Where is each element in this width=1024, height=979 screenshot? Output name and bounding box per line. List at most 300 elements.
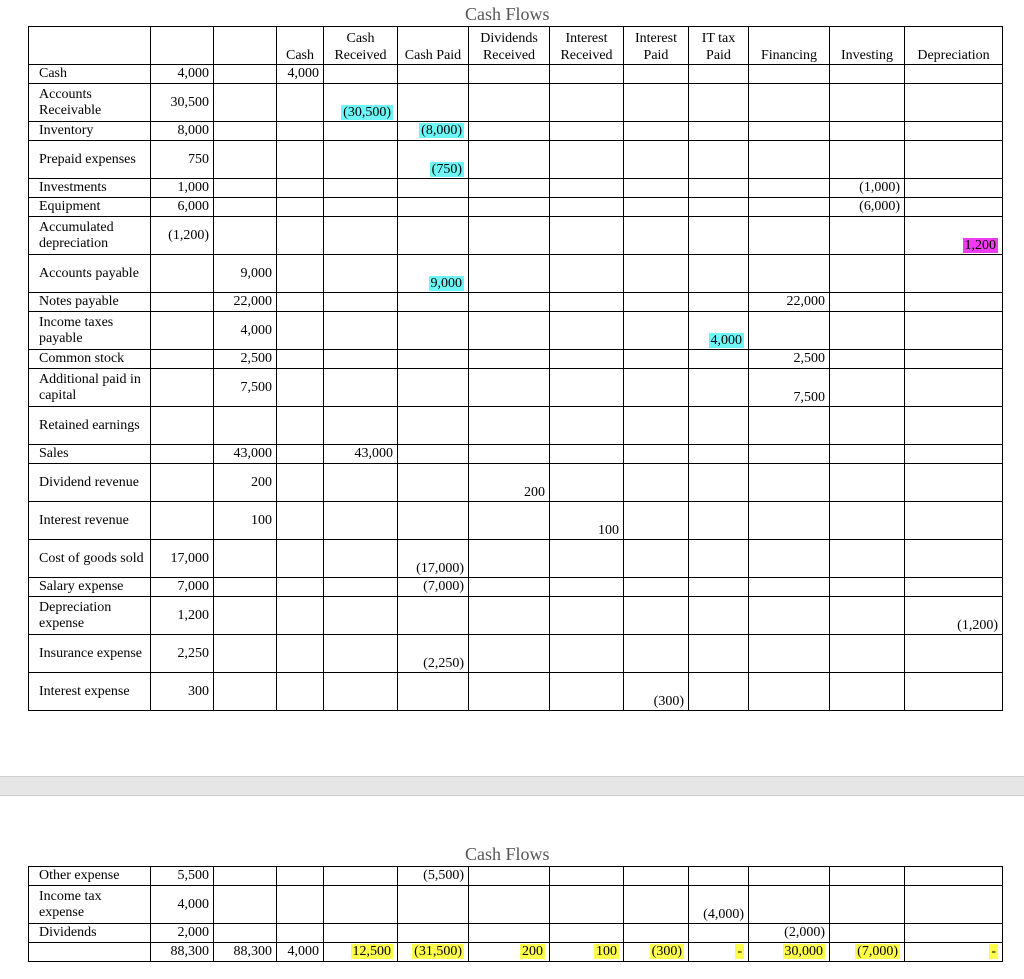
financing-cell [749, 198, 830, 217]
investing-cell [830, 217, 905, 255]
account-label: Other expense [39, 868, 120, 883]
depreciation-cell [905, 886, 1003, 924]
cash-paid-cell [398, 540, 469, 578]
header-investing: Investing [830, 27, 905, 65]
investing-cell [830, 407, 905, 445]
interest-received-cell [550, 635, 624, 673]
debit-cell [151, 540, 214, 578]
interest-paid-cell [624, 198, 689, 217]
interest-paid-cell [624, 312, 689, 350]
dividends-received-cell [469, 540, 550, 578]
interest-paid-cell [624, 217, 689, 255]
account-label: Equipment [39, 199, 101, 214]
account-name [29, 65, 151, 84]
debit-cell [151, 464, 214, 502]
cell-value: 2,500 [240, 351, 272, 366]
debit-cell [151, 502, 214, 540]
cash-received-cell [324, 293, 398, 312]
credit-cell [214, 867, 277, 886]
dividends-received-cell [469, 217, 550, 255]
interest-paid-cell [624, 886, 689, 924]
credit-cell [214, 924, 277, 943]
cell-value: 7,500 [793, 390, 825, 405]
account-name [29, 635, 151, 673]
cell-value: 7,000 [177, 579, 209, 594]
interest-paid-cell [624, 673, 689, 711]
table-row [29, 198, 1003, 217]
account-name [29, 673, 151, 711]
investing-cell [830, 350, 905, 369]
interest-received-cell [550, 445, 624, 464]
cell-value: 4,000 [287, 944, 319, 959]
credit-cell [214, 673, 277, 711]
financing-cell [749, 293, 830, 312]
cell-value: 100 [598, 523, 619, 538]
debit-cell [151, 407, 214, 445]
cash-flows-title-2: Cash Flows [465, 844, 550, 864]
table-row [29, 924, 1003, 943]
interest-paid-cell [624, 867, 689, 886]
investing-cell [830, 540, 905, 578]
interest-received-cell [550, 464, 624, 502]
financing-cell [749, 350, 830, 369]
dividends-received-cell [469, 867, 550, 886]
cell-value: 88,300 [233, 944, 272, 959]
table-row [29, 179, 1003, 198]
credit-cell [214, 407, 277, 445]
depreciation-cell [905, 312, 1003, 350]
depreciation-cell [905, 445, 1003, 464]
cell-value: 5,500 [177, 868, 209, 883]
cell-value: 22,000 [233, 294, 272, 309]
cell-value: 750 [188, 151, 209, 167]
dividends-received-cell [469, 445, 550, 464]
cash-paid-cell [398, 578, 469, 597]
debit-cell [151, 350, 214, 369]
cash-cell [277, 198, 324, 217]
account-label: Prepaid expenses [39, 151, 136, 167]
depreciation-cell [905, 635, 1003, 673]
cell-value: 200 [522, 944, 543, 959]
investing-cell [830, 198, 905, 217]
account-name [29, 445, 151, 464]
interest-paid-cell [624, 141, 689, 179]
cell-value: (31,500) [414, 944, 462, 959]
debit-cell [151, 312, 214, 350]
depreciation-cell [905, 179, 1003, 198]
cash-cell [277, 293, 324, 312]
financing-cell [749, 141, 830, 179]
cash-cell [277, 597, 324, 635]
interest-received-cell [550, 502, 624, 540]
cash-paid-cell [398, 141, 469, 179]
investing-cell [830, 84, 905, 122]
debit-cell [151, 369, 214, 407]
investing-cell [830, 255, 905, 293]
cell-value: 100 [251, 512, 272, 528]
dividends-received-cell [469, 179, 550, 198]
table-row [29, 943, 1003, 962]
worksheet-table-continued [28, 866, 1003, 962]
debit-cell [151, 293, 214, 312]
interest-paid-cell [624, 179, 689, 198]
interest-paid-cell [624, 65, 689, 84]
interest-received-cell [550, 867, 624, 886]
cell-value: 1,200 [964, 238, 996, 253]
investing-cell [830, 924, 905, 943]
it-tax-paid-cell [689, 943, 749, 962]
cell-value: (300) [651, 944, 682, 959]
investing-cell [830, 635, 905, 673]
account-label: Investments [39, 180, 107, 195]
cell-value: 30,500 [170, 94, 209, 110]
cash-received-cell [324, 84, 398, 122]
table-row [29, 369, 1003, 407]
table-row [29, 597, 1003, 635]
account-name [29, 141, 151, 179]
investing-cell [830, 502, 905, 540]
cash-received-cell [324, 369, 398, 407]
cash-received-cell [324, 578, 398, 597]
depreciation-cell [905, 350, 1003, 369]
investing-cell [830, 65, 905, 84]
interest-paid-cell [624, 502, 689, 540]
interest-received-cell [550, 141, 624, 179]
debit-cell [151, 179, 214, 198]
investing-cell [830, 312, 905, 350]
it-tax-paid-cell [689, 886, 749, 924]
interest-paid-cell [624, 255, 689, 293]
dividends-received-cell [469, 369, 550, 407]
interest-received-cell [550, 122, 624, 141]
cell-value: (4,000) [703, 907, 744, 922]
cash-paid-cell [398, 369, 469, 407]
interest-received-cell [550, 369, 624, 407]
cash-cell [277, 141, 324, 179]
table-row [29, 445, 1003, 464]
cell-value: (6,000) [859, 199, 900, 214]
cash-cell [277, 464, 324, 502]
cash-received-cell [324, 312, 398, 350]
cell-value: - [737, 944, 742, 959]
dividends-received-cell [469, 578, 550, 597]
cash-paid-cell [398, 255, 469, 293]
cell-value: (2,250) [423, 656, 464, 671]
account-name [29, 179, 151, 198]
credit-cell [214, 65, 277, 84]
account-name [29, 924, 151, 943]
investing-cell [830, 886, 905, 924]
it-tax-paid-cell [689, 293, 749, 312]
debit-cell [151, 198, 214, 217]
cash-received-cell [324, 141, 398, 179]
dividends-received-cell [469, 407, 550, 445]
financing-cell [749, 924, 830, 943]
cash-received-cell [324, 502, 398, 540]
dividends-received-cell [469, 65, 550, 84]
debit-cell [151, 122, 214, 141]
cash-received-cell [324, 255, 398, 293]
cell-value: (1,000) [859, 180, 900, 195]
debit-cell [151, 886, 214, 924]
interest-received-cell [550, 597, 624, 635]
dividends-received-cell [469, 198, 550, 217]
cash-paid-cell [398, 407, 469, 445]
cash-received-cell [324, 867, 398, 886]
cash-paid-cell [398, 924, 469, 943]
it-tax-paid-cell [689, 84, 749, 122]
it-tax-paid-cell [689, 407, 749, 445]
interest-received-cell [550, 350, 624, 369]
depreciation-cell [905, 578, 1003, 597]
cell-value: 200 [524, 485, 545, 500]
dividends-received-cell [469, 122, 550, 141]
financing-cell [749, 886, 830, 924]
financing-cell [749, 122, 830, 141]
interest-paid-cell [624, 943, 689, 962]
header-dividends-received: Dividends Received [469, 27, 550, 65]
account-name [29, 350, 151, 369]
credit-cell [214, 540, 277, 578]
account-label: Insurance expense [39, 645, 143, 661]
it-tax-paid-cell [689, 445, 749, 464]
cash-cell [277, 673, 324, 711]
header-financing: Financing [749, 27, 830, 65]
account-name [29, 540, 151, 578]
cell-value: (2,000) [784, 925, 825, 940]
cash-paid-cell [398, 943, 469, 962]
it-tax-paid-cell [689, 635, 749, 673]
credit-cell [214, 217, 277, 255]
cash-cell [277, 445, 324, 464]
interest-received-cell [550, 293, 624, 312]
cash-paid-cell [398, 464, 469, 502]
dividends-received-cell [469, 350, 550, 369]
credit-cell [214, 886, 277, 924]
financing-cell [749, 502, 830, 540]
account-label: Retained earnings [39, 417, 140, 433]
debit-cell [151, 141, 214, 179]
cash-received-cell [324, 635, 398, 673]
interest-paid-cell [624, 464, 689, 502]
debit-cell [151, 597, 214, 635]
table-row [29, 886, 1003, 924]
financing-cell [749, 369, 830, 407]
interest-received-cell [550, 84, 624, 122]
cash-received-cell [324, 122, 398, 141]
table-row [29, 578, 1003, 597]
account-name [29, 943, 151, 962]
credit-cell [214, 635, 277, 673]
cell-value: 88,300 [170, 944, 209, 959]
cash-paid-cell [398, 122, 469, 141]
depreciation-cell [905, 407, 1003, 445]
cell-value: 2,000 [177, 925, 209, 940]
cell-value: 4,000 [287, 66, 319, 81]
it-tax-paid-cell [689, 198, 749, 217]
financing-cell [749, 84, 830, 122]
cell-value: 1,200 [177, 607, 209, 623]
financing-cell [749, 597, 830, 635]
interest-paid-cell [624, 122, 689, 141]
depreciation-cell [905, 502, 1003, 540]
interest-paid-cell [624, 407, 689, 445]
account-label: Accounts Receivable [39, 86, 102, 118]
investing-cell [830, 464, 905, 502]
cell-value: (5,500) [423, 868, 464, 883]
cell-value: 8,000 [177, 123, 209, 138]
investing-cell [830, 179, 905, 198]
table-row [29, 502, 1003, 540]
depreciation-cell [905, 84, 1003, 122]
cash-paid-cell [398, 635, 469, 673]
header-debit [151, 27, 214, 65]
table-row [29, 464, 1003, 502]
interest-received-cell [550, 924, 624, 943]
cash-cell [277, 924, 324, 943]
table-row [29, 217, 1003, 255]
cash-paid-cell [398, 312, 469, 350]
account-name [29, 122, 151, 141]
cell-value: 200 [251, 474, 272, 490]
dividends-received-cell [469, 255, 550, 293]
cash-received-cell [324, 350, 398, 369]
cash-paid-cell [398, 867, 469, 886]
it-tax-paid-cell [689, 179, 749, 198]
cell-value: 1,000 [177, 180, 209, 195]
account-name [29, 255, 151, 293]
financing-cell [749, 312, 830, 350]
account-name [29, 502, 151, 540]
cash-cell [277, 635, 324, 673]
cell-value: 9,000 [240, 265, 272, 281]
cash-cell [277, 65, 324, 84]
cash-received-cell [324, 943, 398, 962]
depreciation-cell [905, 122, 1003, 141]
account-label: Depreciation expense [39, 599, 112, 631]
credit-cell [214, 578, 277, 597]
debit-cell [151, 635, 214, 673]
cash-received-cell [324, 198, 398, 217]
investing-cell [830, 597, 905, 635]
debit-cell [151, 217, 214, 255]
it-tax-paid-cell [689, 255, 749, 293]
credit-cell [214, 597, 277, 635]
financing-cell [749, 943, 830, 962]
table-row [29, 350, 1003, 369]
financing-cell [749, 578, 830, 597]
header-row [29, 27, 1003, 65]
financing-cell [749, 445, 830, 464]
account-label: Additional paid in capital [39, 371, 141, 403]
debit-cell [151, 84, 214, 122]
dividends-received-cell [469, 464, 550, 502]
cash-cell [277, 255, 324, 293]
dividends-received-cell [469, 141, 550, 179]
dividends-received-cell [469, 84, 550, 122]
account-label: Interest revenue [39, 512, 129, 528]
cell-value: (7,000) [423, 579, 464, 594]
financing-cell [749, 464, 830, 502]
account-name [29, 867, 151, 886]
cash-received-cell [324, 445, 398, 464]
cash-cell [277, 578, 324, 597]
it-tax-paid-cell [689, 540, 749, 578]
financing-cell [749, 255, 830, 293]
account-label: Dividend revenue [39, 474, 139, 490]
cash-paid-cell [398, 350, 469, 369]
header-cash: Cash [277, 27, 324, 65]
it-tax-paid-cell [689, 597, 749, 635]
cell-value: (8,000) [421, 123, 462, 138]
credit-cell [214, 369, 277, 407]
table-row [29, 673, 1003, 711]
cell-value: 9,000 [430, 276, 462, 291]
table-row [29, 255, 1003, 293]
header-interest-received: Interest Received [550, 27, 624, 65]
cash-received-cell [324, 886, 398, 924]
interest-paid-cell [624, 445, 689, 464]
account-name [29, 369, 151, 407]
cash-cell [277, 369, 324, 407]
credit-cell [214, 502, 277, 540]
cash-paid-cell [398, 217, 469, 255]
cash-cell [277, 867, 324, 886]
dividends-received-cell [469, 293, 550, 312]
credit-cell [214, 293, 277, 312]
depreciation-cell [905, 673, 1003, 711]
cell-value: 6,000 [177, 199, 209, 214]
interest-received-cell [550, 673, 624, 711]
table-row [29, 867, 1003, 886]
cell-value: 4,000 [710, 333, 742, 348]
credit-cell [214, 84, 277, 122]
debit-cell [151, 867, 214, 886]
depreciation-cell [905, 924, 1003, 943]
account-label: Inventory [39, 123, 94, 138]
cash-cell [277, 217, 324, 255]
dividends-received-cell [469, 597, 550, 635]
cell-value: 300 [188, 683, 209, 699]
cash-cell [277, 540, 324, 578]
account-label: Salary expense [39, 579, 124, 594]
account-name [29, 597, 151, 635]
cash-cell [277, 122, 324, 141]
cash-paid-cell [398, 293, 469, 312]
cash-cell [277, 312, 324, 350]
cash-cell [277, 84, 324, 122]
investing-cell [830, 578, 905, 597]
account-name [29, 198, 151, 217]
cell-value: 2,250 [177, 645, 209, 661]
interest-received-cell [550, 179, 624, 198]
credit-cell [214, 312, 277, 350]
account-name [29, 464, 151, 502]
interest-received-cell [550, 943, 624, 962]
account-name [29, 217, 151, 255]
credit-cell [214, 464, 277, 502]
investing-cell [830, 943, 905, 962]
cell-value: (750) [431, 162, 462, 177]
interest-received-cell [550, 312, 624, 350]
account-name [29, 886, 151, 924]
cell-value: 43,000 [354, 446, 393, 461]
cell-value: 4,000 [177, 66, 209, 81]
sheet-divider [0, 776, 1024, 796]
it-tax-paid-cell [689, 312, 749, 350]
account-name [29, 407, 151, 445]
cash-paid-cell [398, 502, 469, 540]
